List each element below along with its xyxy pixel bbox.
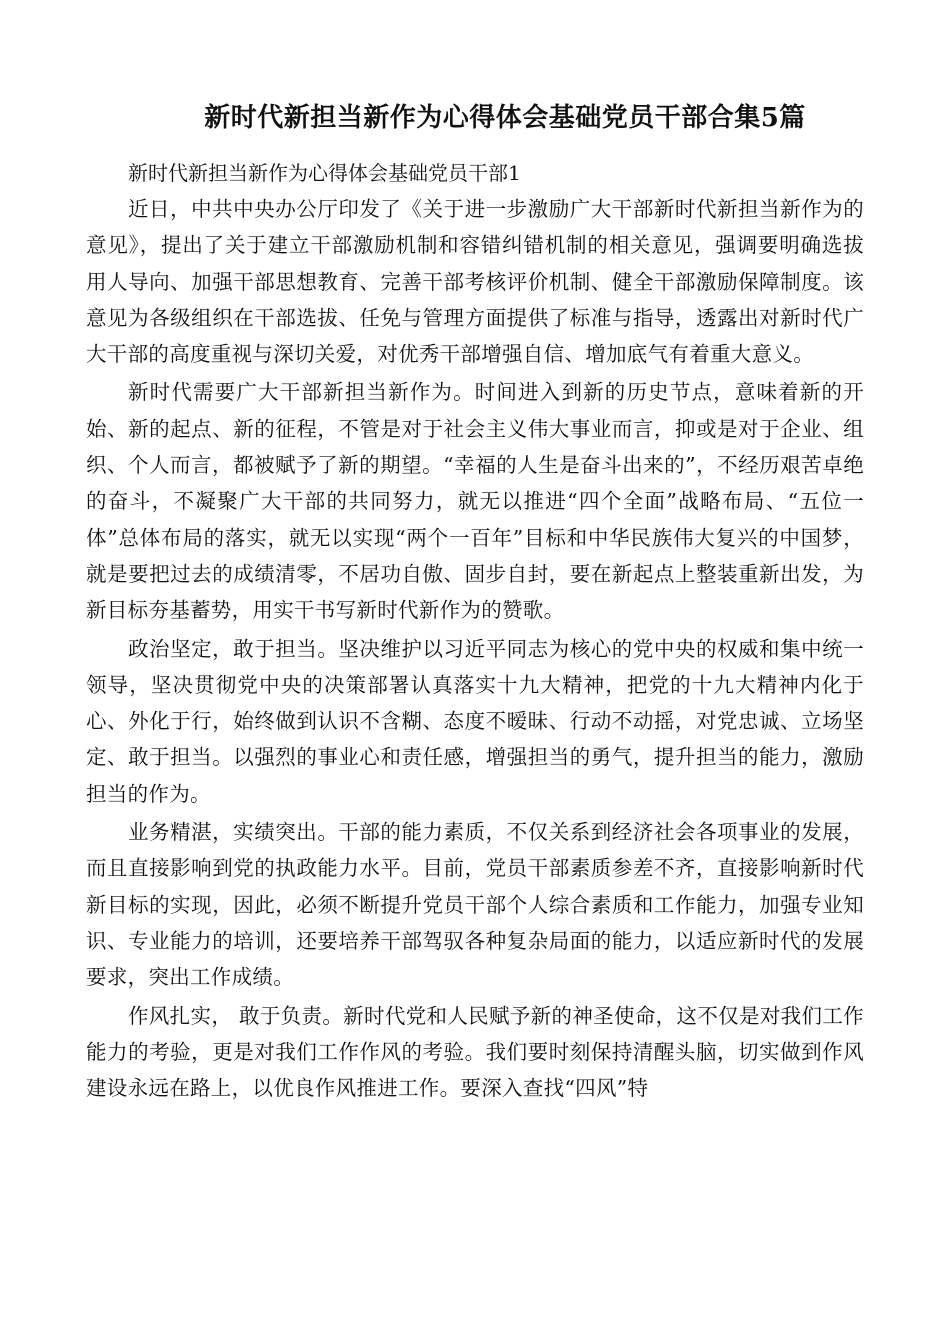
document-title: 新时代新担当新作为心得体会基础党员干部合集5篇 xyxy=(204,103,806,133)
paragraph-1: 近日，中共中央办公厅印发了《关于进一步激励广大干部新时代新担当新作为的意见》，提出了关于建立干部激励机制和容错纠错机制的相关意见，强调要明确选拔用人导向、加强干部思想教育、完善干部考核评价机制、健全干部激励保障制度。该意见为各级组织在干部选拔、任免与管理方面提供了标准与指导，透露出对新时代广大干部的高度重视与深切关爱，对优秀干部增强自信、增加底气有着重大意义。 xyxy=(86,197,864,367)
document-body xyxy=(86,156,864,1106)
paragraph-3: 政治坚定，敢于担当。坚决维护以习近平同志为核心的党中央的权威和集中统一领导，坚决贯彻党中央的决策部署认真落实十九大精神，把党的十九大精神内化于心、外化于行，始终做到认识不含糊、态度不暧昧、行动不动摇，对党忠诚、立场坚定、敢于担当。以强烈的事业心和责任感，增强担当的勇气，提升担当的能力，激励担当的作为。 xyxy=(86,636,864,806)
paragraph-5: 作风扎实， 敢于负责。新时代党和人民赋予新的神圣使命，这不仅是对我们工作能力的考验，更是对我们工作作风的考验。我们要时刻保持清醒头脑，切实做到作风建设永远在路上，以优良作风推进工作。要深入查找“四风”特 xyxy=(86,1003,864,1101)
section-heading: 新时代新担当新作为心得体会基础党员干部1 xyxy=(128,161,521,185)
paragraph-2: 新时代需要广大干部新担当新作为。时间进入到新的历史节点，意味着新的开始、新的起点、新的征程，不管是对于社会主义伟大事业而言，抑或是对于企业、组织、个人而言，都被赋予了新的期望。“幸福的人生是奋斗出来的”，不经历艰苦卓绝的奋斗，不凝聚广大干部的共同努力，就无以推进“四个全面”战略布局、“五位一体”总体布局的落实，就无以实现“两个一百年”目标和中华民族伟大复兴的中国梦，就是要把过去的成绩清零，不居功自傲、固步自封，要在新起点上整装重新出发，为新目标夯基蓄势，用实干书写新时代新作为的赞歌。 xyxy=(86,380,864,623)
paragraph-4: 业务精湛，实绩突出。干部的能力素质，不仅关系到经济社会各项事业的发展，而且直接影响到党的执政能力水平。目前，党员干部素质参差不齐，直接影响新时代新目标的实现，因此，必须不断提升党员干部个人综合素质和工作能力，加强专业知识、专业能力的培训，还要培养干部驾驭各种复杂局面的能力，以适应新时代的发展要求，突出工作成绩。 xyxy=(86,820,864,990)
